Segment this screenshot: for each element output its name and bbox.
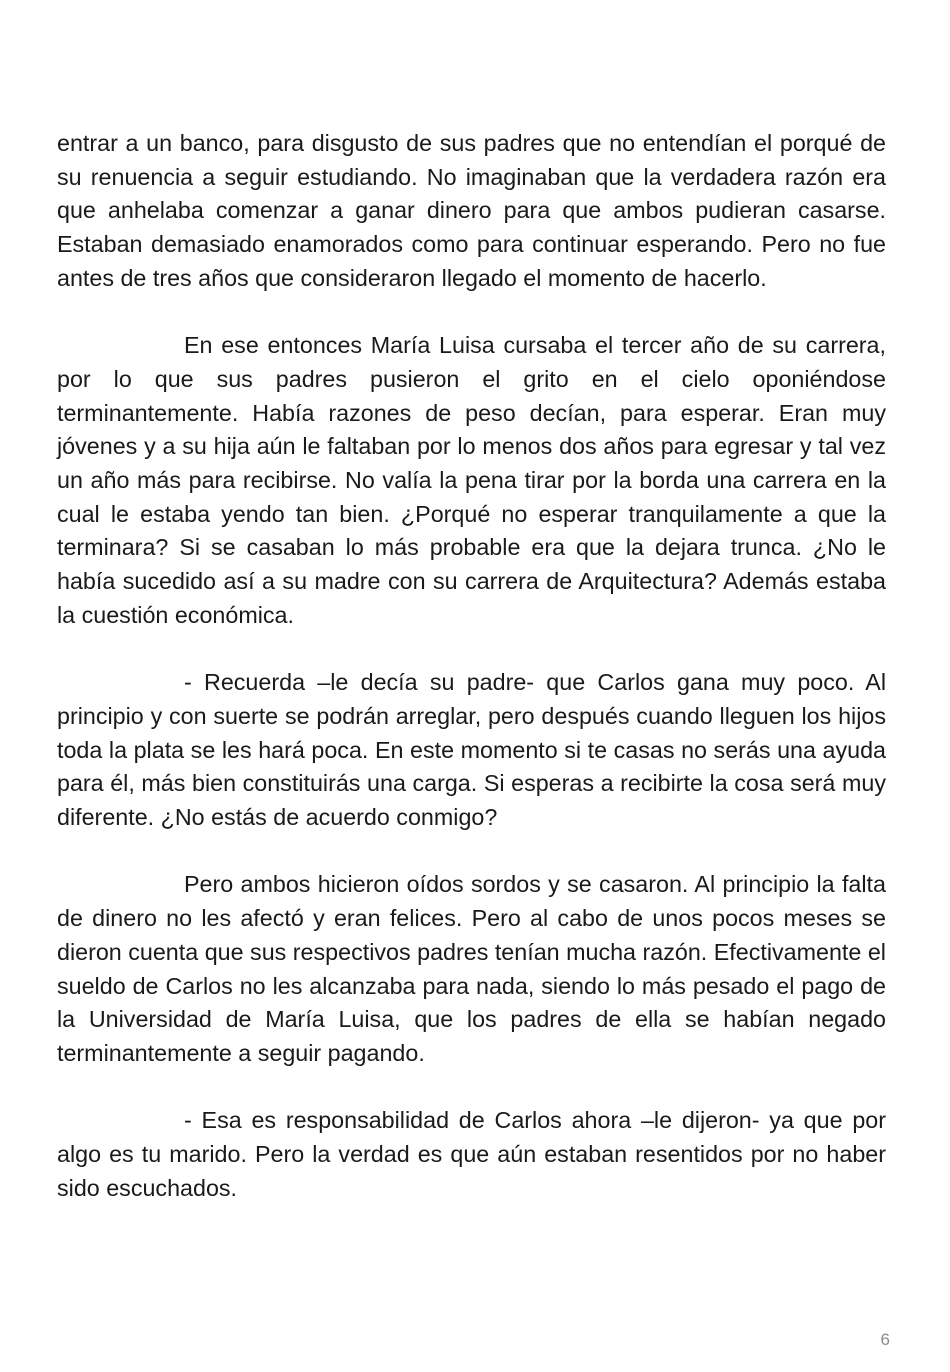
dialogue-paragraph: - Esa es responsabilidad de Carlos ahora –le dijeron- ya que por algo es tu marido. Pero la verdad es que aún estaban resentidos por no haber sido escuchados. [57, 1107, 886, 1201]
page-number: 6 [880, 1330, 890, 1349]
dialogue-paragraph: - Recuerda –le decía su padre- que Carlos gana muy poco. Al principio y con suerte se podrán arreglar, pero después cuando lleguen los hijos toda la plata se les hará poca. En este momento si te casas no serás una ayuda para él, más bien constituirás una carga. Si esperas a recibirte la cosa será muy diferente. ¿No estás de acuerdo conmigo? [57, 669, 886, 831]
paragraph: En ese entonces María Luisa cursaba el tercer año de su carrera, por lo que sus padres pusieron el grito en el cielo oponiéndose terminantemente. Había razones de peso decían, para esperar. Eran muy jóvenes y a su hija aún le faltaban por lo menos dos años para egresar y tal vez un año más para recibirse. No valía la pena tirar por la borda una carrera en la cual le estaba yendo tan bien. ¿Porqué no esperar tranquilamente a que la terminara? Si se casaban lo más probable era que la dejara trunca. ¿No le había sucedido así a su madre con su carrera de Arquitectura? Además estaba la cuestión económica. [57, 332, 886, 628]
page-body [57, 127, 886, 1239]
paragraph: Pero ambos hicieron oídos sordos y se casaron. Al principio la falta de dinero no les afectó y eran felices. Pero al cabo de unos pocos meses se dieron cuenta que sus respectivos padres tenían mucha razón. Efectivamente el sueldo de Carlos no les alcanzaba para nada, siendo lo más pesado el pago de la Universidad de María Luisa, que los padres de ella se habían negado terminantemente a seguir pagando. [57, 871, 886, 1066]
paragraph: entrar a un banco, para disgusto de sus padres que no entendían el porqué de su renuencia a seguir estudiando. No imaginaban que la verdadera razón era que anhelaba comenzar a ganar dinero para que ambos pudieran casarse. Estaban demasiado enamorados como para continuar esperando. Pero no fue antes de tres años que consideraron llegado el momento de hacerlo. [57, 130, 886, 291]
